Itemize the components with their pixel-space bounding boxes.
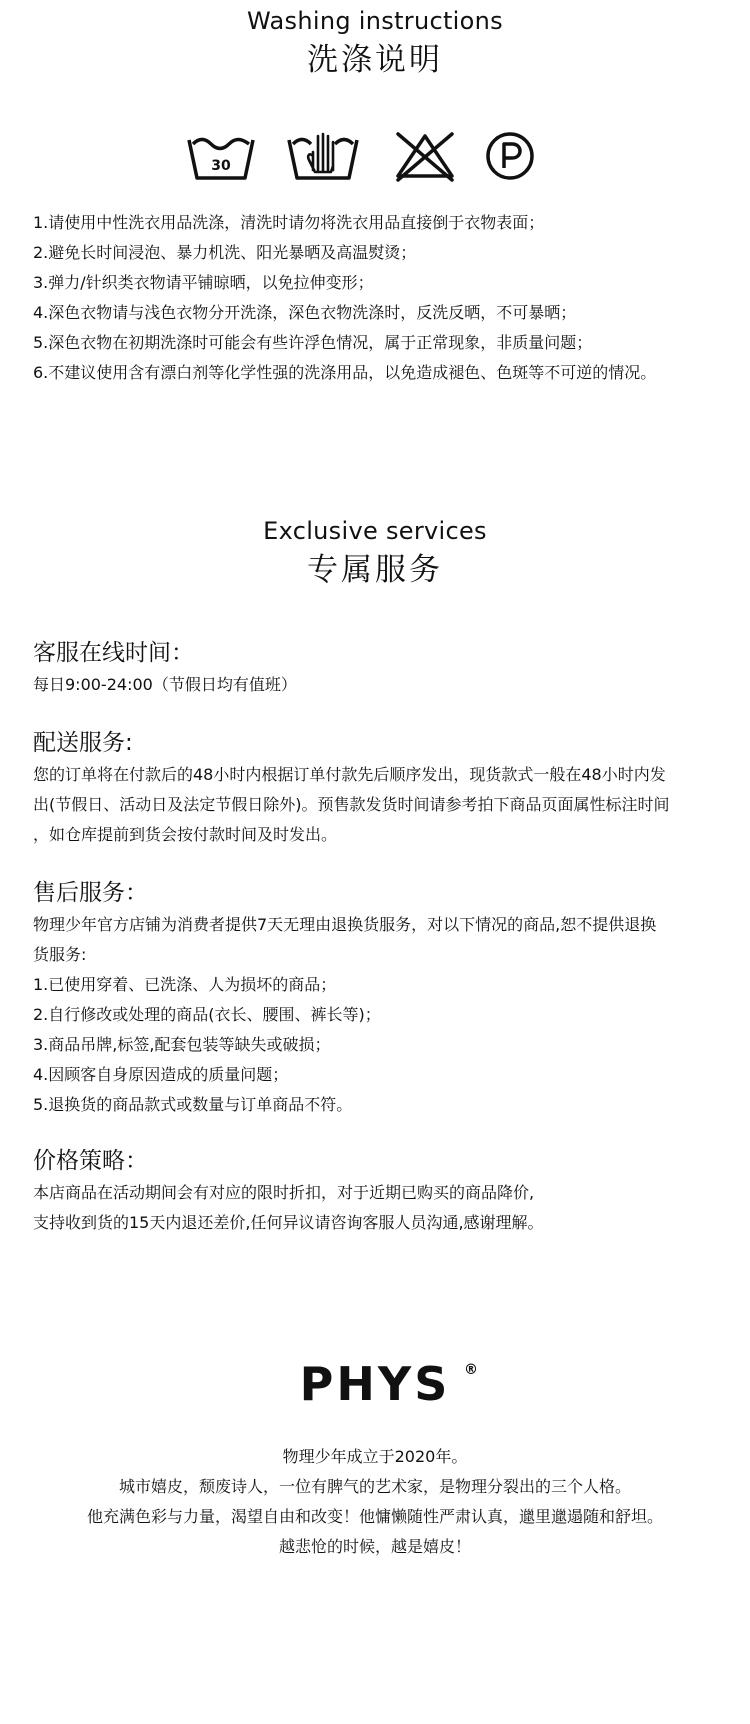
after-sales-heading: 售后服务： (33, 880, 148, 906)
paragraph-line: 2.自行修改或处理的商品(衣长、腰围、裤长等)； (33, 1005, 381, 1024)
pricing-text (33, 1178, 733, 1238)
washing-title-zh: 洗涤说明 (307, 42, 443, 78)
list-item: 3.弹力/针织类衣物请平铺晾晒，以免拉伸变形； (33, 273, 374, 292)
dry-clean-p-icon (484, 130, 536, 182)
wash-30-icon (185, 130, 257, 182)
paragraph-line: 本店商品在活动期间会有对应的限时折扣，对于近期已购买的商品降价, (33, 1183, 535, 1202)
services-title-zh: 专属服务 (307, 552, 443, 588)
paragraph-line: 物理少年官方店铺为消费者提供7天无理由退换货服务，对以下情况的商品,恕不提供退换 (33, 915, 657, 934)
about-line: 物理少年成立于2020年。 (282, 1447, 468, 1466)
paragraph-line: 出(节假日、活动日及法定节假日除外)。预售款发货时间请参考拍下商品页面属性标注时间 (33, 795, 670, 814)
service-hours-text (33, 670, 733, 700)
services-title-en: Exclusive services (263, 517, 487, 545)
paragraph-line: 1.已使用穿着、已洗涤、人为损坏的商品； (33, 975, 337, 994)
paragraph-line: 3.商品吊牌,标签,配套包装等缺失或破损； (33, 1035, 331, 1054)
wash-temp-label: 30 (211, 158, 231, 174)
no-bleach-icon (392, 130, 458, 182)
list-item: 6.不建议使用含有漂白剂等化学性强的洗涤用品，以免造成褪色、色斑等不可逆的情况。 (33, 363, 657, 382)
after-sales-text (33, 910, 733, 1120)
list-item: 1.请使用中性洗衣用品洗涤，清洗时请勿将洗衣用品直接倒于衣物表面； (33, 213, 545, 232)
washing-instructions-list (33, 208, 733, 388)
paragraph-line: 支持收到货的15天内退还差价,任何异议请咨询客服人员沟通,感谢理解。 (33, 1213, 544, 1232)
paragraph-line: 您的订单将在付款后的48小时内根据订单付款先后顺序发出，现货款式一般在48小时内发 (33, 765, 666, 784)
about-line: 他充满色彩与力量，渴望自由和改变！他慵懒随性严肃认真，邋里邋遢随和舒坦。 (86, 1507, 663, 1526)
list-item: 2.避免长时间浸泡、暴力机洗、阳光暴晒及高温熨烫； (33, 243, 417, 262)
paragraph-line: ，如仓库提前到货会按付款时间及时发出。 (33, 825, 338, 844)
registered-mark: ® (464, 1362, 478, 1378)
paragraph-line: 每日9:00-24:00（节假日均有值班） (33, 675, 297, 694)
paragraph-line: 5.退换货的商品款式或数量与订单商品不符。 (33, 1095, 353, 1114)
list-item: 5.深色衣物在初期洗涤时可能会有些许浮色情况，属于正常现象，非质量问题； (33, 333, 593, 352)
delivery-heading: 配送服务: (33, 730, 133, 756)
about-line: 越悲怆的时候，越是嬉皮！ (278, 1537, 471, 1556)
paragraph-line: 4.因顾客自身原因造成的质量问题； (33, 1065, 289, 1084)
washing-title-en: Washing instructions (247, 7, 503, 35)
list-item: 4.深色衣物请与浅色衣物分开洗涤，深色衣物洗涤时，反洗反晒，不可暴晒； (33, 303, 577, 322)
care-icons-row (0, 130, 750, 188)
paragraph-line: 货服务: (33, 945, 87, 964)
delivery-text (33, 760, 733, 850)
phys-logo (0, 1358, 750, 1408)
hand-wash-icon (285, 130, 361, 182)
service-hours-heading: 客服在线时间： (33, 640, 194, 666)
logo-text: PHYS (299, 1358, 451, 1408)
pricing-heading: 价格策略： (33, 1148, 148, 1174)
about-line: 城市嬉皮，颓废诗人，一位有脾气的艺术家，是物理分裂出的三个人格。 (118, 1477, 631, 1496)
brand-about (0, 1442, 750, 1562)
